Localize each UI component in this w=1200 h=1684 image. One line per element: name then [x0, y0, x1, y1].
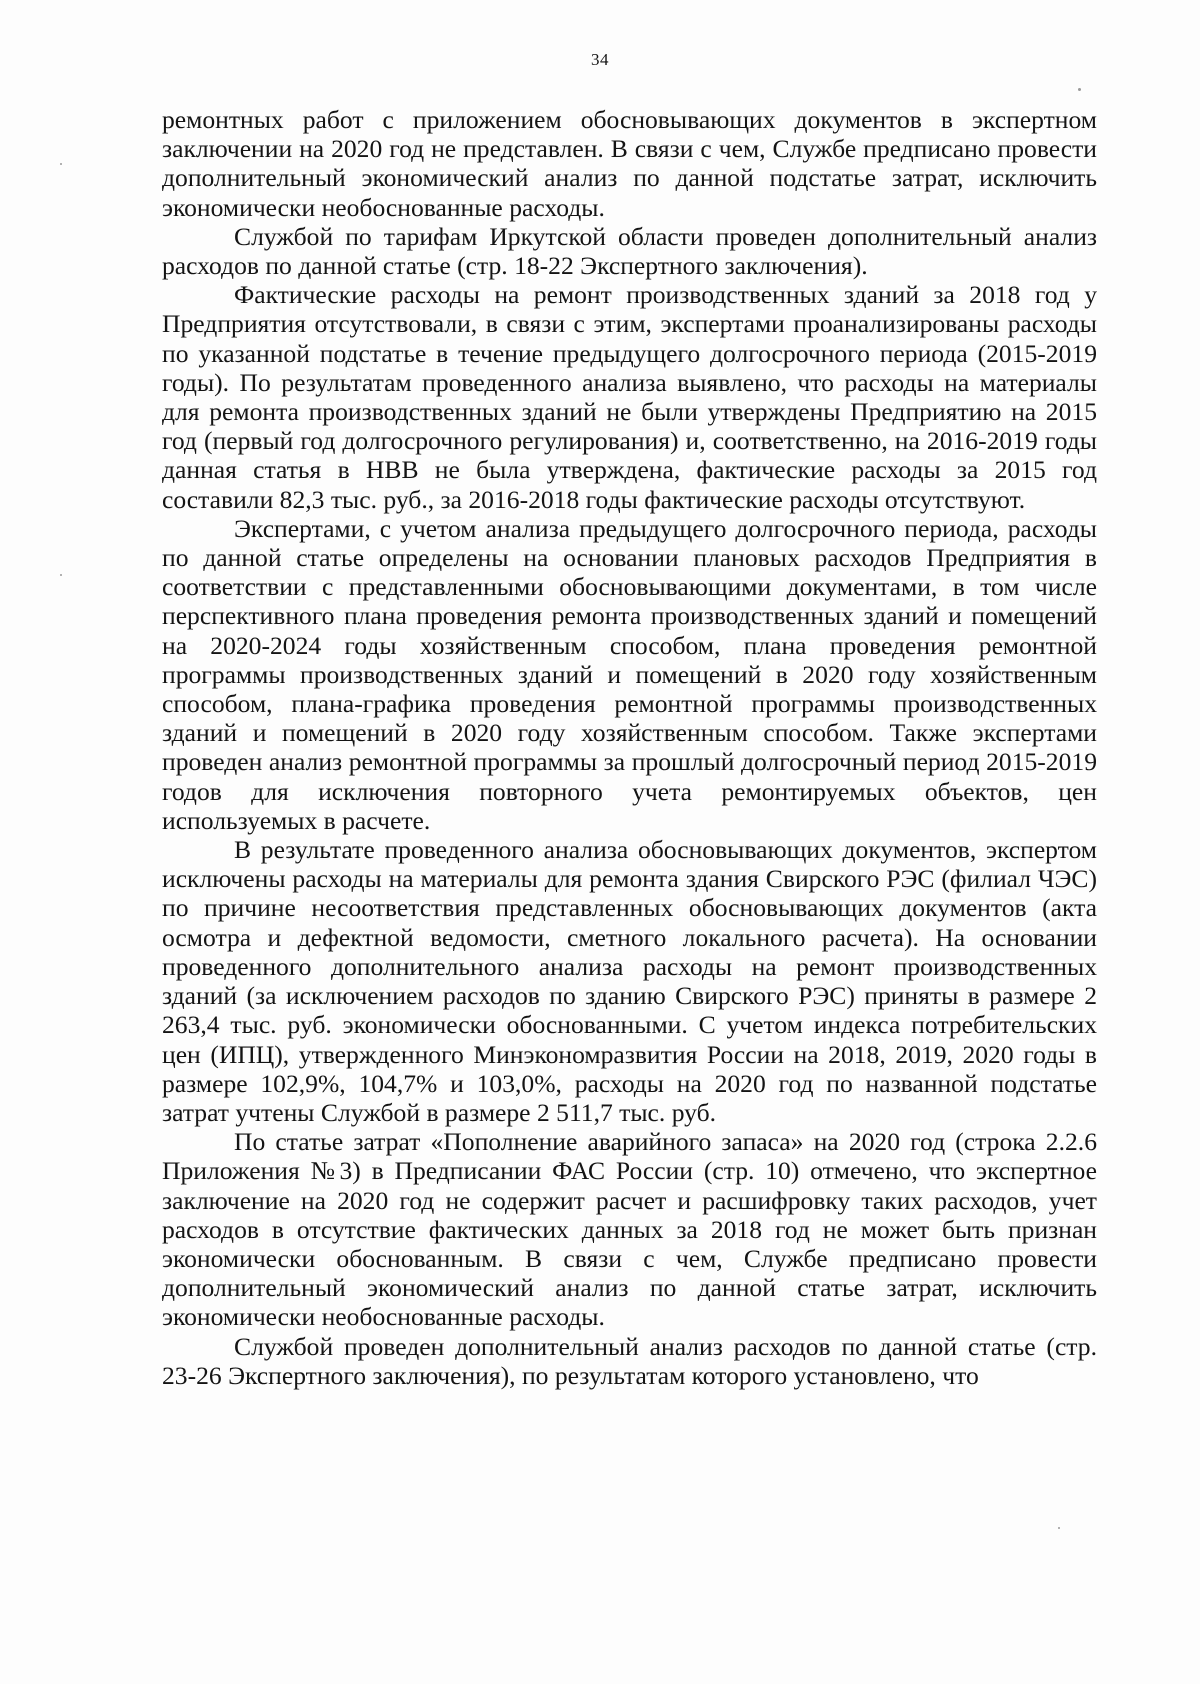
scan-speck	[60, 163, 62, 165]
paragraph-expert-planning: Экспертами, с учетом анализа предыдущего долгосрочного периода, расходы по данной статье определены на основании плановых расходов Предприятия в соответствии с представленными обосновывающими документами, в том числе перспективного плана проведения ремонта производственных зданий и помещений на 2020-2024 годы хозяйственным способом, плана проведения ремонтной программы производственных зданий и помещений в 2020 году хозяйственным способом, плана-графика проведения ремонтной программы производственных зданий и помещений в 2020 году хозяйственным способом. Также экспертами проведен анализ ремонтной программы за прошлый долгосрочный период 2015-2019 годов для исключения повторного учета ремонтируемых объектов, цен используемых в расчете.	[162, 513, 1097, 835]
paragraph-analysis-note: Службой по тарифам Иркутской области проведен дополнительный анализ расходов по данной статье (стр. 18-22 Экспертного заключения).	[162, 221, 1097, 281]
document-body	[162, 105, 1097, 1390]
page-number: 34	[591, 50, 609, 69]
paragraph-actual-expenses: Фактические расходы на ремонт производственных зданий за 2018 год у Предприятия отсутствовали, в связи с этим, экспертами проанализированы расходы по указанной подстатье в течение предыдущего долгосрочного периода (2015-2019 годы). По результатам проведенного анализа выявлено, что расходы на материалы для ремонта производственных зданий не были утверждены Предприятию на 2015 год (первый год долгосрочного регулирования) и, соответственно, на 2016-2019 годы данная статья в НВВ не была утверждена, фактические расходы за 2015 год составили 82,3 тыс. руб., за 2016-2018 годы фактические расходы отсутствуют.	[162, 280, 1097, 514]
scan-speck	[1058, 1527, 1060, 1529]
paragraph-emergency-stock: По статье затрат «Пополнение аварийного запаса» на 2020 год (строка 2.2.6 Приложения №3) в Предписании ФАС России (стр. 10) отмечено, что экспертное заключение на 2020 год не содержит расчет и расшифровку таких расходов, учет расходов в отсутствие фактических данных за 2018 год не может быть признан экономически обоснованным. В связи с чем, Службе предписано провести дополнительный экономический анализ по данной статье затрат, исключить экономически необоснованные расходы.	[162, 1127, 1097, 1332]
paragraph-continuation: ремонтных работ с приложением обосновывающих документов в экспертном заключении на 2020 год не представлен. В связи с чем, Службе предписано провести дополнительный экономический анализ по данной подстатье затрат, исключить экономически необоснованные расходы.	[162, 105, 1097, 222]
scan-speck	[60, 574, 62, 576]
paragraph-analysis-result: В результате проведенного анализа обосновывающих документов, экспертом исключены расходы на материалы для ремонта здания Свирского РЭС (филиал ЧЭС) по причине несоответствия представленных обосновывающих документов (акта осмотра и дефектной ведомости, сметного локального расчета). На основании проведенного дополнительного анализа расходы на ремонт производственных зданий (за исключением расходов по зданию Свирского РЭС) приняты в размере 2 263,4 тыс. руб. экономически обоснованными. С учетом индекса потребительских цен (ИПЦ), утвержденного Минэкономразвития России на 2018, 2019, 2020 годы в размере 102,9%, 104,7% и 103,0%, расходы на 2020 год по названной подстатье затрат учтены Службой в размере 2 511,7 тыс. руб.	[162, 835, 1097, 1127]
paragraph-additional-analysis: Службой проведен дополнительный анализ расходов по данной статье (стр. 23-26 Экспертного заключения), по результатам которого установлено, что	[162, 1331, 1097, 1390]
scan-speck	[1078, 88, 1081, 91]
